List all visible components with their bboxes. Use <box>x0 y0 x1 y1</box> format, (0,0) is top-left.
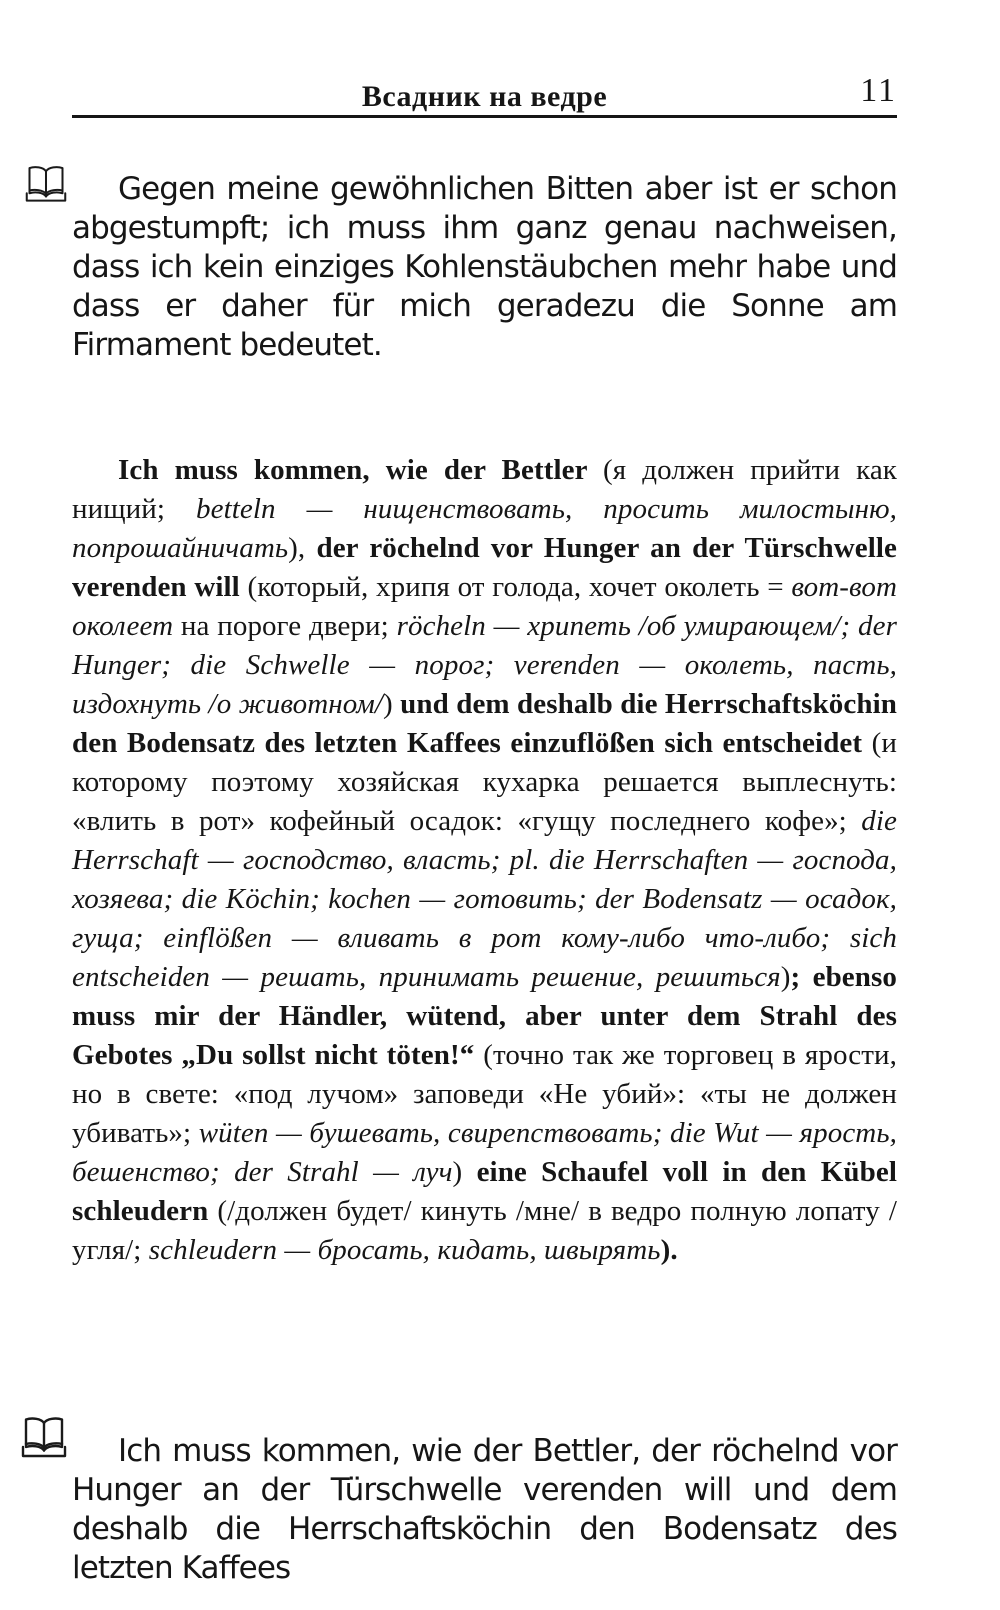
running-head-title: Всадник на ведре <box>361 80 608 113</box>
glossed-german-russian-paragraph <box>72 451 897 1270</box>
gloss-run-regular: (и которому поэтому хозяйская кухарка решается выплеснуть: «влить в рот» кофейный осадок: «гущу последнего кофе»; <box>72 727 897 837</box>
gloss-run-italic: betteln — нищенствовать, просить милостыню, попрошайничать <box>72 493 897 564</box>
gloss-run-italic: wüten — бушевать, свирепствовать; die Wut — ярость, бешенство; der Strahl — луч <box>72 1117 897 1188</box>
header-rule <box>72 115 897 118</box>
gloss-run-italic: röcheln — хрипеть /об умирающем/; der Hunger; die Schwelle — порог; verenden — околеть, пасть, издохнуть /о животном/ <box>72 610 898 720</box>
gloss-run-italic: вот-вот околеет <box>72 571 897 642</box>
gloss-run-regular: ), <box>288 532 317 564</box>
gloss-run-bold: eine Schaufel voll in den Kübel schleudern <box>72 1156 898 1227</box>
gloss-run-bold: Ich muss kommen, wie der Bettler <box>118 454 604 486</box>
gloss-run-italic: die Herrschaft — господство, власть; pl. die Herrschaften — господа, хозяева; die Köchin; kochen — готовить; der Bodensatz — осадок, гуща; einflößen — вливать в рот кому-либо что-либо; sich entscheiden — решать, принимать решение, решиться <box>72 805 897 993</box>
gloss-run-regular: ) <box>452 1156 477 1188</box>
gloss-run-regular: на пороге двери; <box>173 610 397 642</box>
page-number: 11 <box>860 72 897 109</box>
gloss-run-regular: ) <box>383 688 401 720</box>
gloss-run-regular: (/должен будет/ кинуть /мне/ в ведро полную лопату /угля/; <box>72 1195 897 1266</box>
gloss-run-bold: und dem deshalb die Herrschaftsköchin den Bodensatz des letzten Kaffees einzuflößen sich entscheidet <box>72 688 897 759</box>
gloss-run-italic: schleudern — бросать, кидать, швырять <box>148 1234 661 1266</box>
gloss-run-bold: ; ebenso muss mir der Händler, wütend, aber unter dem Strahl des Gebotes „Du sollst nicht töten!“ <box>72 961 897 1071</box>
gloss-run-regular: ) <box>780 961 791 993</box>
gloss-run-bold: ). <box>660 1234 678 1266</box>
intro-german-paragraph: Gegen meine gewöhnlichen Bitten aber ist er schon abgestumpft; ich muss ihm ganz genau nachweisen, dass ich kein einziges Kohlenstäubchen mehr habe und dass er daher für mich geradezu die Sonne am Firmament bedeutet. <box>72 171 897 363</box>
gloss-run-regular: (я должен прийти как нищий; <box>72 454 897 525</box>
open-book-icon <box>24 162 68 213</box>
open-book-icon <box>20 1415 68 1466</box>
plain-german-paragraph: Ich muss kommen, wie der Bettler, der röchelnd vor Hunger an der Türschwelle verenden will und dem deshalb die Herrschaftsköchin den Bodensatz des letzten Kaffees <box>72 1433 897 1586</box>
gloss-run-regular: (точно так же торговец в ярости, но в свете: «под лучом» заповеди «Не убий»: «ты не должен убивать»; <box>72 1039 897 1149</box>
gloss-run-bold: der röchelnd vor Hunger an der Türschwelle verenden will <box>72 532 897 603</box>
gloss-run-regular: (который, хрипя от голода, хочет околеть = <box>247 571 792 603</box>
